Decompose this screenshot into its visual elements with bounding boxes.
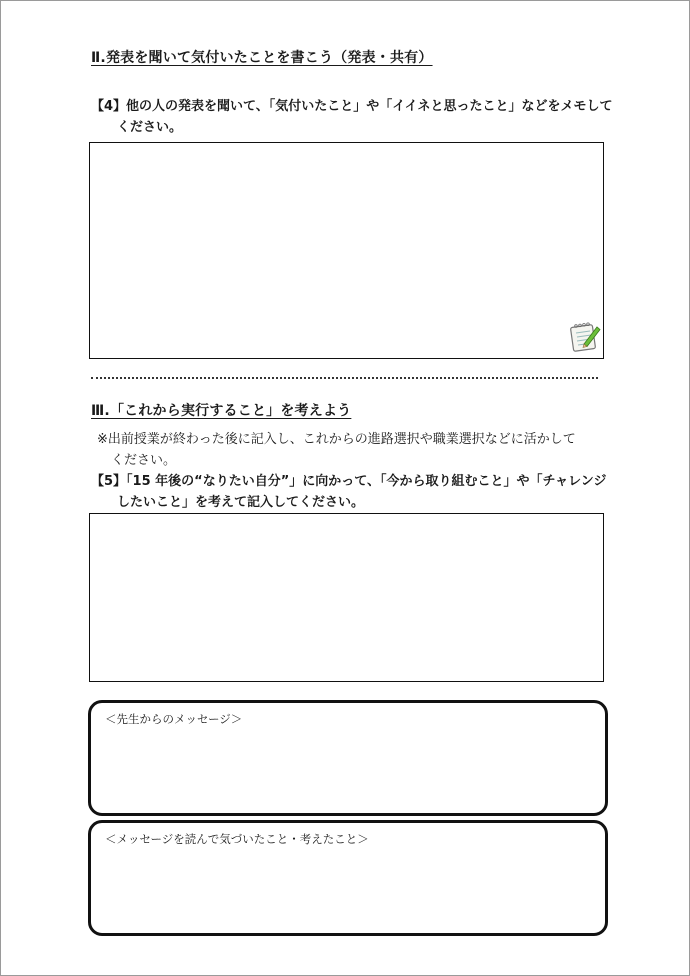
note-line1: ※出前授業が終わった後に記入し、これからの進路選択や職業選択などに活かして: [97, 432, 576, 447]
section2-heading: Ⅱ.発表を聞いて気付いたことを書こう（発表・共有）: [91, 50, 433, 66]
note-line2: ください。: [111, 453, 177, 468]
section3-heading: Ⅲ.「これから実行すること」を考えよう: [91, 403, 352, 419]
reflection-box[interactable]: [88, 820, 608, 936]
q5-answer-box[interactable]: [89, 513, 604, 682]
q5-prompt-line2: したいこと」を考えて記入してください。: [117, 495, 365, 510]
reflection-label: ＜メッセージを読んで気づいたこと・考えたこと＞: [105, 832, 369, 846]
q4-prompt-line2: ください。: [117, 120, 183, 135]
q4-answer-box[interactable]: [89, 142, 604, 359]
notepad-pencil-icon: [567, 319, 603, 355]
q5-prompt-line1: 【5】「15 年後の“なりたい自分”」に向かって、「今から取り組むこと」や「チャレンジ: [91, 474, 607, 489]
q4-prompt-line1: 【4】他の人の発表を聞いて、「気付いたこと」や「イイネと思ったこと」などをメモして: [91, 99, 613, 114]
teacher-message-label: ＜先生からのメッセージ＞: [105, 712, 243, 726]
section-divider: [91, 377, 598, 379]
teacher-message-box[interactable]: [88, 700, 608, 816]
